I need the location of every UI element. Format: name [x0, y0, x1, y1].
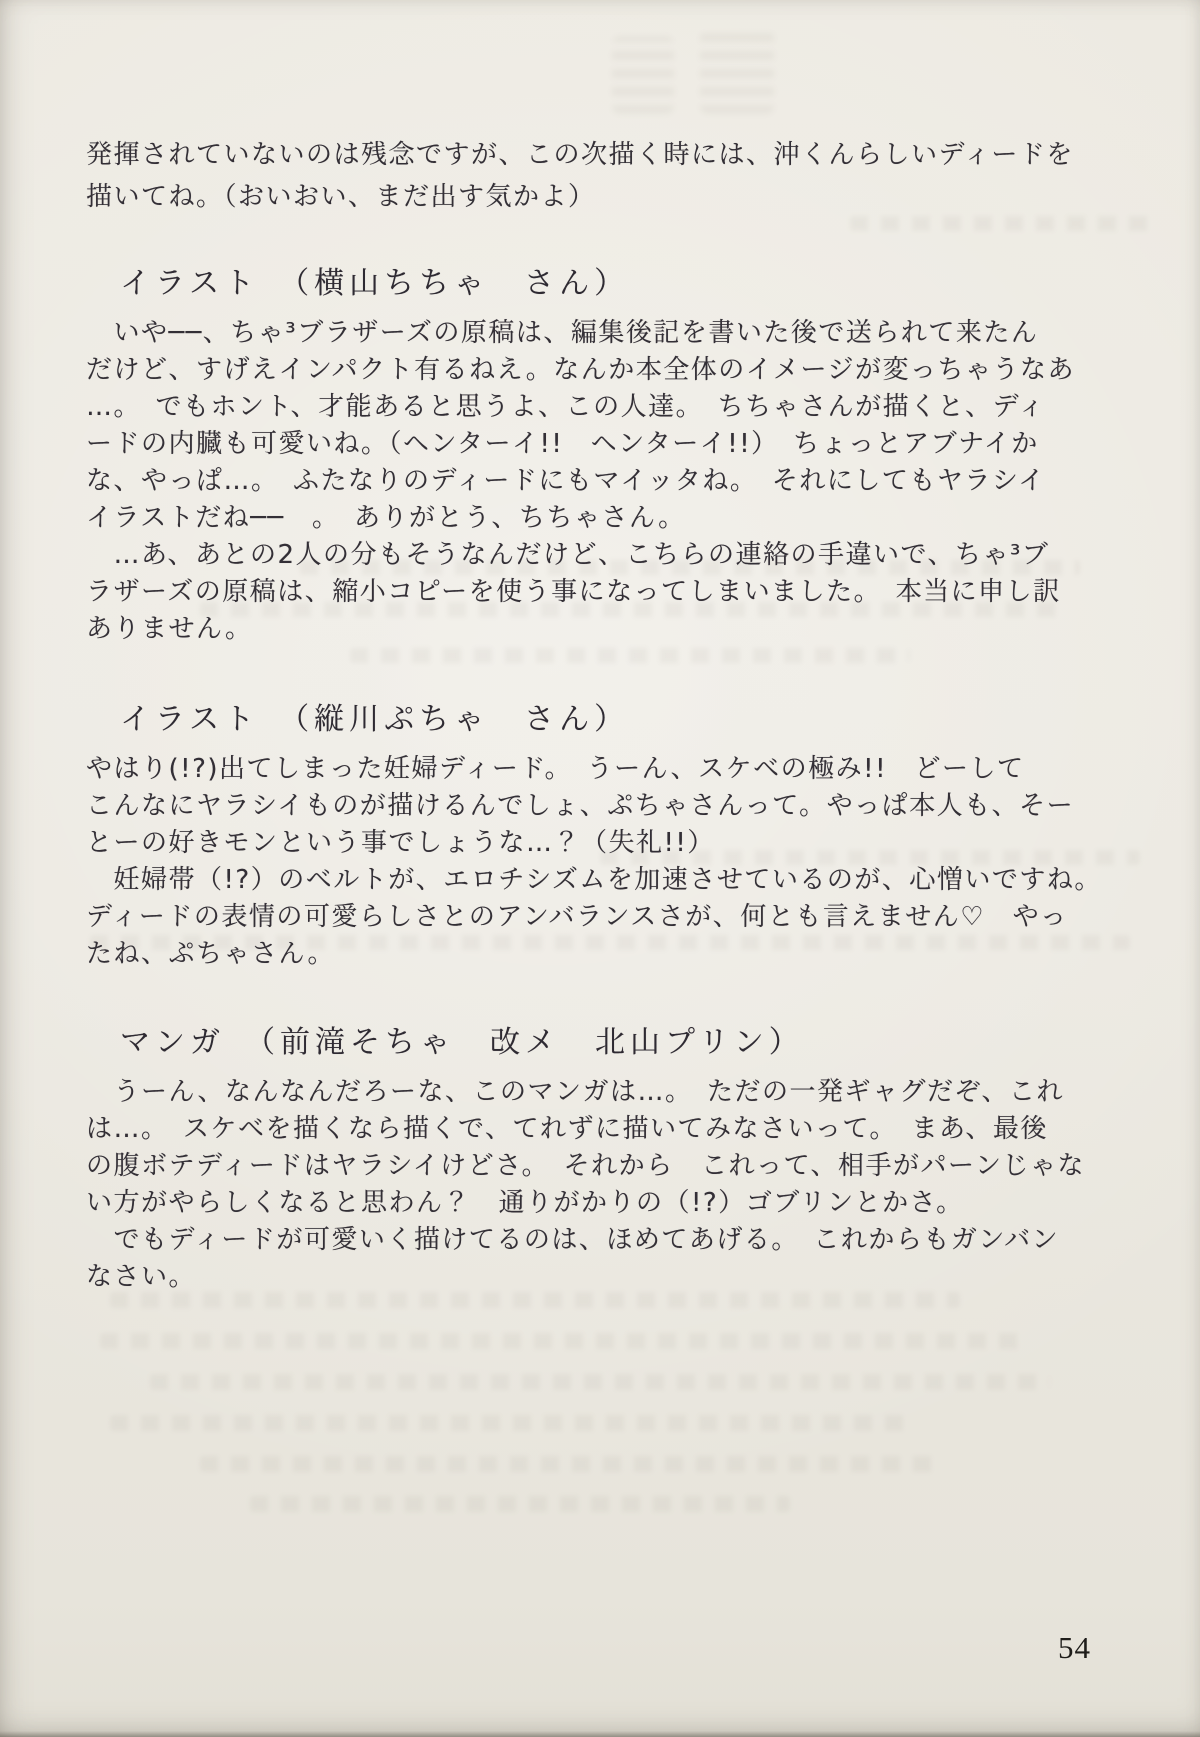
text-line: やはり(!?)出てしまった妊婦ディード。 うーん、スケベの極み!! どーして: [86, 754, 1025, 784]
section-heading: イラスト （横山ちちゃ さん）: [120, 266, 630, 301]
paragraph: [86, 1074, 1120, 1222]
intro-paragraph: [86, 134, 1120, 218]
bleedthrough-line: [110, 1415, 910, 1431]
section-manga-maetaki: [86, 1017, 1120, 1296]
text-line: イラストだね── 。 ありがとう、ちちゃさん。: [86, 503, 686, 533]
paragraph: [86, 315, 1120, 537]
paragraph: [86, 1222, 1120, 1296]
bleedthrough-heading-ghost: [700, 30, 774, 114]
section-illust-yokoyama: [86, 258, 1120, 648]
text-line: …あ、あとの2人の分もそうなんだけど、こちらの連絡の手違いで、ちゃ³ブ: [86, 540, 1050, 570]
text-line: うーん、なんなんだろーな、このマンガは…。 ただの一発ギャグだぞ、これ: [86, 1077, 1065, 1107]
text-line: い方がやらしくなると思わん？ 通りがかりの（!?）ゴブリンとかさ。: [86, 1188, 964, 1218]
text-line: とーの好きモンという事でしょうな…？（失礼!!）: [86, 828, 715, 858]
text-line: の腹ボテディードはヤラシイけどさ。 それから これって、相手がパーンじゃな: [86, 1151, 1086, 1181]
text-line: 発揮されていないのは残念ですが、この次描く時には、沖くんらしいディードを: [86, 140, 1074, 170]
paragraph: [86, 751, 1120, 862]
bleedthrough-line: [200, 1456, 940, 1472]
text-line: たね、ぷちゃさん。: [86, 939, 336, 969]
text-line: 描いてね。（おいおい、まだ出す気かよ）: [86, 182, 596, 212]
text-line: 妊婦帯（!?）のベルトが、エロチシズムを加速させているのが、心憎いですね。: [86, 865, 1102, 895]
text-line: なさい。: [86, 1262, 197, 1292]
paragraph: [86, 537, 1120, 648]
text-line: ードの内臓も可愛いね。（ヘンターイ!! ヘンターイ!!） ちょっとアブナイか: [86, 429, 1039, 459]
text-line: …。 でもホント、才能あると思うよ、この人達。 ちちゃさんが描くと、ディ: [86, 392, 1046, 422]
text-line: だけど、すげえインパクト有るねえ。なんか本全体のイメージが変っちゃうなあ: [86, 355, 1075, 385]
paragraph: [86, 862, 1120, 973]
bleedthrough-line: [250, 1496, 790, 1512]
page-number: 54: [1058, 1630, 1091, 1665]
section-illust-tatekawa: [86, 694, 1120, 973]
text-line: な、やっぱ…。 ふたなりのディードにもマイッタね。 それにしてもヤラシイ: [86, 466, 1046, 496]
scan-edge-shadow: [0, 1731, 1200, 1737]
text-line: ラザーズの原稿は、縮小コピーを使う事になってしまいました。 本当に申し訳: [86, 577, 1061, 607]
handwritten-text-block: [86, 134, 1120, 1296]
text-line: こんなにヤラシイものが描けるんでしょ、ぷちゃさんって。やっぱ本人も、そー: [86, 791, 1075, 821]
text-line: ありません。: [86, 614, 253, 644]
bleedthrough-heading-ghost: [612, 36, 674, 114]
text-line: は…。 スケベを描くなら描くで、てれずに描いてみなさいって。 まあ、最後: [86, 1114, 1048, 1144]
bleedthrough-line: [150, 1374, 1050, 1390]
text-line: でもディードが可愛いく描けてるのは、ほめてあげる。 これからもガンバン: [86, 1225, 1060, 1255]
bleedthrough-line: [100, 1333, 1030, 1349]
section-heading: マンガ （前滝そちゃ 改メ 北山プリン）: [120, 1025, 804, 1060]
section-heading: イラスト （縦川ぷちゃ さん）: [120, 702, 630, 737]
text-line: いや──、ちゃ³ブラザーズの原稿は、編集後記を書いた後で送られて来たん: [86, 318, 1039, 348]
text-line: ディードの表情の可愛らしさとのアンバランスさが、何とも言えません♡ やっ: [86, 902, 1068, 932]
